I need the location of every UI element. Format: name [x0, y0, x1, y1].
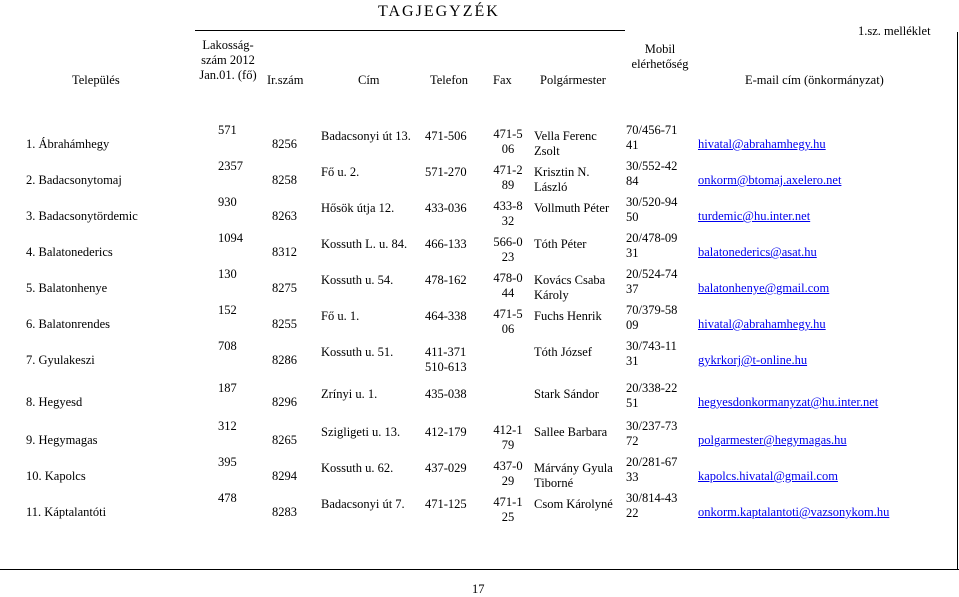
cell-mobil: 70/379-5809	[626, 303, 678, 332]
cell-telepules: 11. Káptalantóti	[26, 505, 107, 519]
cell-mobil: 20/281-6733	[626, 455, 678, 484]
cell-cim: Fő u. 2.	[321, 165, 360, 179]
cell-telefon: 471-506	[425, 129, 467, 143]
cell-fax: 566-023	[493, 235, 523, 264]
cell-telefon: 478-162	[425, 273, 467, 287]
cell-email-link[interactable]: kapolcs.hivatal@gmail.com	[698, 469, 838, 483]
cell-mobil: 70/456-7141	[626, 123, 678, 152]
cell-cim: Kossuth L. u. 84.	[321, 237, 408, 251]
cell-irszam: 8265	[272, 433, 297, 447]
cell-fax: 478-044	[493, 271, 523, 300]
cell-email-link[interactable]: hivatal@abrahamhegy.hu	[698, 317, 826, 331]
cell-mobil: 20/478-0931	[626, 231, 678, 260]
cell-polgarmester: Sallee Barbara	[534, 425, 608, 439]
cell-irszam: 8286	[272, 353, 297, 367]
cell-email-link[interactable]: gykrkorj@t-online.hu	[698, 353, 808, 367]
cell-telefon: 466-133	[425, 237, 467, 251]
cell-irszam: 8296	[272, 395, 297, 409]
cell-mobil: 30/743-1131	[626, 339, 677, 368]
cell-cim: Szigligeti u. 13.	[321, 425, 401, 439]
cell-telefon: 433-036	[425, 201, 467, 215]
cell-irszam: 8256	[272, 137, 297, 151]
cell-irszam: 8275	[272, 281, 297, 295]
cell-telepules: 9. Hegymagas	[26, 433, 98, 447]
cell-telefon: 411-371 510-613	[425, 345, 467, 374]
cell-cim: Kossuth u. 51.	[321, 345, 394, 359]
cell-lakossag: 571	[218, 123, 237, 137]
cell-telepules: 8. Hegyesd	[26, 395, 83, 409]
cell-email-link[interactable]: turdemic@hu.inter.net	[698, 209, 811, 223]
cell-fax: 433-832	[493, 199, 523, 228]
cell-lakossag: 708	[218, 339, 237, 353]
cell-polgarmester: Kovács Csaba Károly	[534, 273, 606, 302]
header-mobil: Mobil elérhetőség	[631, 42, 689, 71]
cell-email-link[interactable]: polgarmester@hegymagas.hu	[698, 433, 847, 447]
header-top-rule	[195, 30, 625, 31]
cell-polgarmester: Tóth József	[534, 345, 592, 359]
cell-mobil: 30/814-4322	[626, 491, 678, 520]
cell-telefon: 435-038	[425, 387, 467, 401]
cell-lakossag: 2357	[218, 159, 243, 173]
header-telefon: Telefon	[430, 73, 468, 87]
cell-email-link[interactable]: hivatal@abrahamhegy.hu	[698, 137, 826, 151]
cell-cim: Badacsonyi út 7.	[321, 497, 405, 511]
header-polgarmester: Polgármester	[540, 73, 606, 87]
document-title: TAGJEGYZÉK	[378, 3, 500, 20]
cell-email-link[interactable]: onkorm@btomaj.axelero.net	[698, 173, 842, 187]
cell-email-link[interactable]: balatonederics@asat.hu	[698, 245, 817, 259]
cell-lakossag: 1094	[218, 231, 243, 245]
cell-fax: 471-506	[493, 307, 523, 336]
cell-lakossag: 930	[218, 195, 237, 209]
cell-email-link[interactable]: hegyesdonkormanyzat@hu.inter.net	[698, 395, 879, 409]
cell-email-link[interactable]: onkorm.kaptalantoti@vazsonykom.hu	[698, 505, 890, 519]
cell-polgarmester: Krisztin N. László	[534, 165, 590, 194]
cell-fax: 471-506	[493, 127, 523, 156]
header-cim: Cím	[358, 73, 380, 87]
cell-fax: 471-125	[493, 495, 523, 524]
cell-lakossag: 152	[218, 303, 237, 317]
cell-irszam: 8255	[272, 317, 297, 331]
header-lakossag: Lakosság-szám 2012 Jan.01. (fő)	[199, 38, 257, 82]
cell-irszam: 8258	[272, 173, 297, 187]
cell-telefon: 412-179	[425, 425, 467, 439]
right-border	[957, 32, 958, 569]
cell-irszam: 8294	[272, 469, 297, 483]
cell-fax: 471-289	[493, 163, 523, 192]
cell-mobil: 30/237-7372	[626, 419, 678, 448]
cell-fax: 437-029	[493, 459, 523, 488]
cell-telepules: 10. Kapolcs	[26, 469, 86, 483]
cell-lakossag: 478	[218, 491, 237, 505]
cell-polgarmester: Márvány Gyula Tiborné	[534, 461, 613, 490]
header-fax: Fax	[493, 73, 512, 87]
cell-mobil: 30/552-4284	[626, 159, 678, 188]
cell-cim: Kossuth u. 54.	[321, 273, 394, 287]
cell-telefon: 471-125	[425, 497, 467, 511]
cell-lakossag: 395	[218, 455, 237, 469]
cell-fax: 412-179	[493, 423, 523, 452]
cell-irszam: 8283	[272, 505, 297, 519]
cell-polgarmester: Vollmuth Péter	[534, 201, 610, 215]
cell-irszam: 8263	[272, 209, 297, 223]
bottom-rule	[0, 569, 959, 570]
cell-mobil: 30/520-9450	[626, 195, 678, 224]
cell-lakossag: 187	[218, 381, 237, 395]
cell-cim: Hősök útja 12.	[321, 201, 395, 215]
cell-telepules: 2. Badacsonytomaj	[26, 173, 122, 187]
cell-telepules: 4. Balatonederics	[26, 245, 113, 259]
page-number: 17	[472, 582, 485, 596]
cell-telepules: 7. Gyulakeszi	[26, 353, 95, 367]
cell-cim: Kossuth u. 62.	[321, 461, 394, 475]
cell-cim: Zrínyi u. 1.	[321, 387, 378, 401]
cell-telefon: 437-029	[425, 461, 467, 475]
cell-polgarmester: Vella Ferenc Zsolt	[534, 129, 597, 158]
cell-telepules: 1. Ábrahámhegy	[26, 137, 110, 151]
cell-lakossag: 130	[218, 267, 237, 281]
cell-telepules: 3. Badacsonytördemic	[26, 209, 138, 223]
cell-lakossag: 312	[218, 419, 237, 433]
header-telepules: Település	[72, 73, 120, 87]
annex-label: 1.sz. melléklet	[858, 24, 931, 38]
header-email: E-mail cím (önkormányzat)	[745, 73, 884, 87]
cell-email-link[interactable]: balatonhenye@gmail.com	[698, 281, 830, 295]
cell-irszam: 8312	[272, 245, 297, 259]
cell-telefon: 571-270	[425, 165, 467, 179]
cell-cim: Fő u. 1.	[321, 309, 360, 323]
cell-cim: Badacsonyi út 13.	[321, 129, 411, 143]
cell-telepules: 6. Balatonrendes	[26, 317, 111, 331]
cell-polgarmester: Fuchs Henrik	[534, 309, 602, 323]
cell-mobil: 20/338-2251	[626, 381, 678, 410]
cell-polgarmester: Stark Sándor	[534, 387, 599, 401]
header-irszam: Ir.szám	[267, 73, 304, 87]
cell-mobil: 20/524-7437	[626, 267, 678, 296]
cell-polgarmester: Tóth Péter	[534, 237, 587, 251]
cell-telepules: 5. Balatonhenye	[26, 281, 108, 295]
cell-telefon: 464-338	[425, 309, 467, 323]
cell-polgarmester: Csom Károlyné	[534, 497, 613, 511]
